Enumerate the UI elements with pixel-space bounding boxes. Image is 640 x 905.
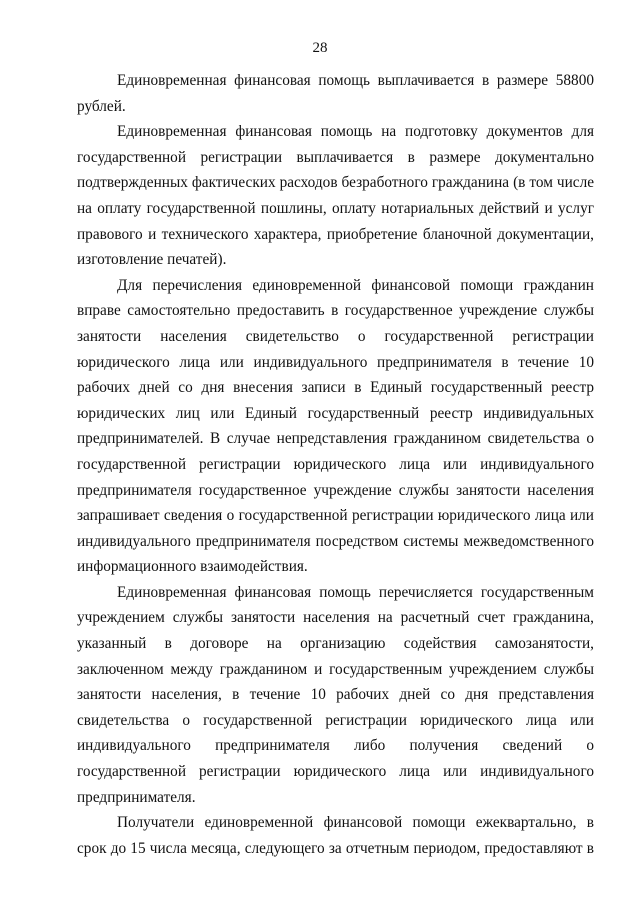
paragraph-1: Единовременная финансовая помощь выплачивается в размере 58800 рублей. [77,72,594,115]
paragraph-3: Для перечисления единовременной финансовой помощи гражданин вправе самостоятельно предоставить в государственное учреждение службы занятости населения свидетельство о государственной регистрации юридического лица или индивидуального предпринимателя в течение 10 рабочих дней со дня внесения записи в Единый государственный реестр юридических лиц или Единый государственный реестр индивидуальных предпринимателей. В случае непредставления гражданином свидетельства о государственной регистрации юридического лица или индивидуального предпринимателя государственное учреждение службы занятости населения запрашивает сведения о государственной регистрации юридического лица или индивидуального предпринимателя посредством системы межведомственного информационного взаимодействия. [77,276,594,576]
paragraph-4: Единовременная финансовая помощь перечисляется государственным учреждением службы занятости населения на расчетный счет гражданина, указанный в договоре на организацию содействия самозанятости, заключенном между гражданином и государственным учреждением службы занятости населения, в течение 10 рабочих дней со дня представления свидетельства о государственной регистрации юридического лица или индивидуального предпринимателя либо получения сведений о государственной регистрации юридического лица или индивидуального предпринимателя. [77,583,594,806]
paragraph-2: Единовременная финансовая помощь на подготовку документов для государственной регистрации выплачивается в размере документально подтвержденных фактических расходов безработного гражданина (в том числе на оплату государственной пошлины, оплату нотариальных действий и услуг правового и технического характера, приобретение бланочной документации, изготовление печатей). [77,123,594,269]
page-number: 28 [312,40,328,56]
document-body [77,68,594,861]
paragraph-5: Получатели единовременной финансовой помощи ежеквартально, в срок до 15 числа месяца, следующего за отчетным периодом, предоставляют в [77,814,594,857]
